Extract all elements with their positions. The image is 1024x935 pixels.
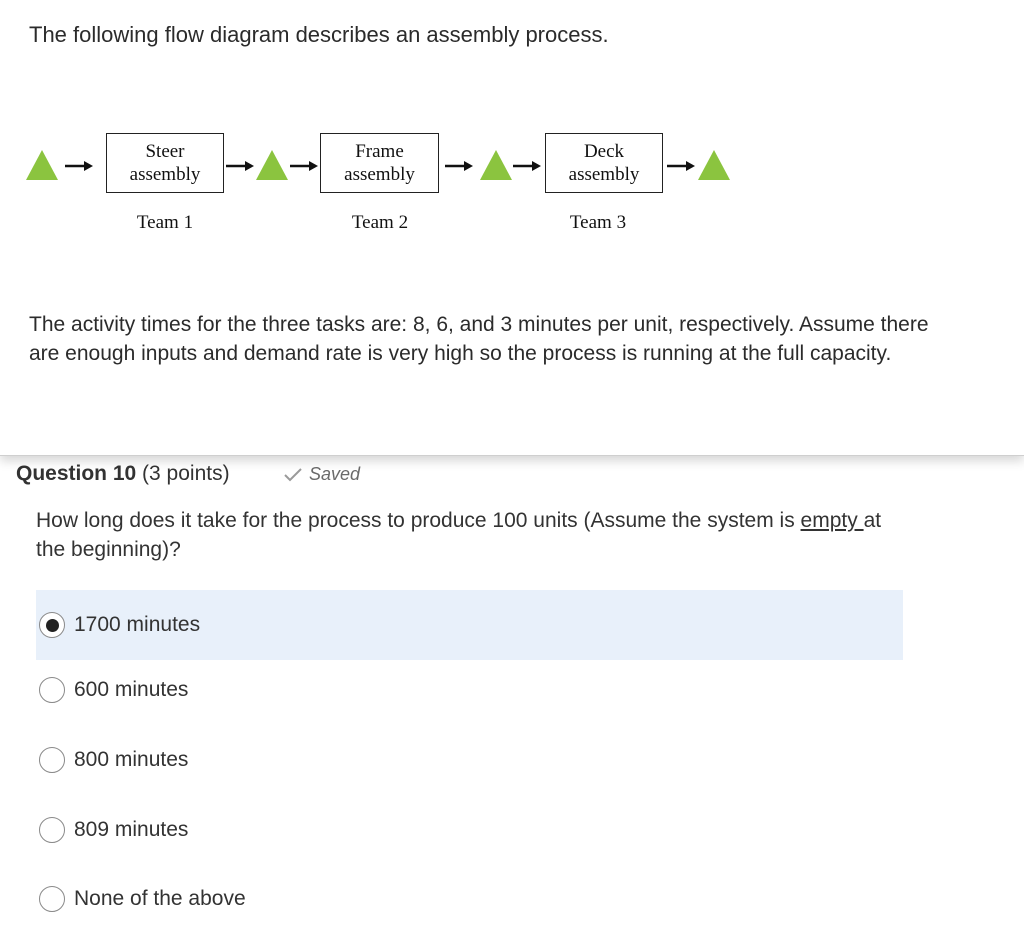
task-line2: assembly: [344, 164, 415, 185]
arrow-right-icon: [289, 160, 319, 172]
intro-text: The following flow diagram describes an assembly process.: [29, 22, 609, 47]
radio-button[interactable]: [39, 817, 65, 843]
radio-button[interactable]: [39, 677, 65, 703]
arrow-right-icon: [225, 160, 255, 172]
inventory-triangle-icon: [480, 150, 512, 180]
answer-option-label: None of the above: [74, 887, 246, 910]
task-line2: assembly: [129, 164, 201, 185]
answer-option[interactable]: [36, 864, 903, 934]
team-label: Team 3: [569, 212, 627, 233]
arrow-right-icon: [64, 160, 94, 172]
prompt-text: How long does it take for the process to produce 100 units (Assume the system is: [36, 509, 801, 532]
activity-times-text: The activity times for the three tasks are: 8, 6, and 3 minutes per unit, respectively. Assume there are enough inputs and demand rate is very high so the process is running at the full capacity.: [29, 313, 929, 365]
inventory-triangle-icon: [256, 150, 288, 180]
radio-button[interactable]: [39, 747, 65, 773]
answer-option[interactable]: [36, 725, 903, 795]
arrow-right-icon: [666, 160, 696, 172]
answer-option[interactable]: [36, 590, 903, 660]
prompt-text-end: at the beginning)?: [36, 509, 882, 561]
flow-diagram: [26, 130, 746, 240]
answer-option-label: 800 minutes: [74, 748, 189, 771]
question-number: Question 10: [16, 462, 137, 485]
task-line1: Frame: [355, 141, 404, 162]
saved-label: Saved: [309, 464, 361, 484]
answer-option-label: 809 minutes: [74, 818, 189, 841]
task-box-frame-assembly: [320, 133, 439, 193]
context-card: [0, 0, 1024, 456]
team-label: Team 1: [136, 212, 194, 233]
saved-status: [284, 464, 360, 485]
answer-option[interactable]: [36, 655, 903, 725]
question-points: (3 points): [142, 462, 230, 485]
task-line1: Steer: [145, 141, 185, 162]
radio-button[interactable]: [39, 886, 65, 912]
task-line1: Deck: [583, 141, 625, 162]
radio-button-selected[interactable]: [39, 612, 65, 638]
answer-option[interactable]: [36, 795, 903, 865]
prompt-underlined-term[interactable]: empty: [800, 509, 864, 532]
radio-dot-icon: [46, 619, 59, 632]
task-box-steer-assembly: [106, 133, 224, 193]
arrow-right-icon: [512, 160, 542, 172]
answer-option-label: 1700 minutes: [74, 613, 201, 636]
inventory-triangle-icon: [698, 150, 730, 180]
checkmark-icon: [284, 468, 302, 482]
team-label: Team 2: [351, 212, 409, 233]
question-prompt: [36, 506, 916, 564]
task-line2: assembly: [568, 164, 640, 185]
inventory-triangle-icon: [26, 150, 58, 180]
arrow-right-icon: [444, 160, 474, 172]
task-box-deck-assembly: [545, 133, 663, 193]
question-header: [16, 462, 230, 486]
answer-option-label: 600 minutes: [74, 678, 189, 701]
